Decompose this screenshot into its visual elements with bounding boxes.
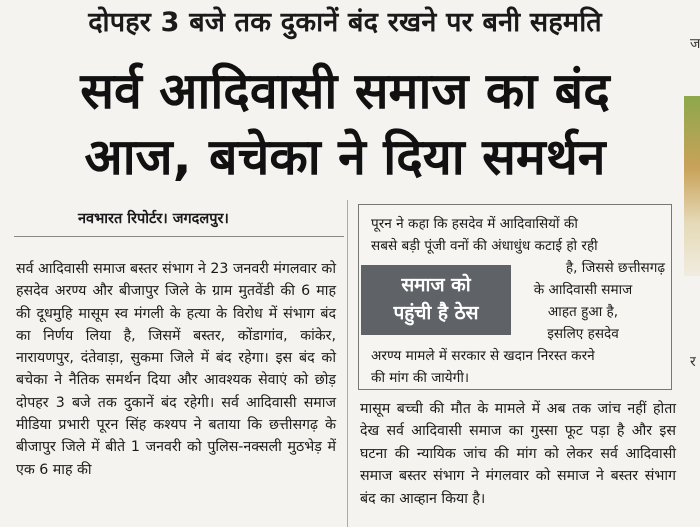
headline	[0, 58, 690, 190]
callout-badge	[361, 265, 511, 335]
quote-box	[358, 204, 672, 390]
box-line: अरण्य मामले में सरकार से खदान निरस्त करने	[371, 348, 595, 364]
body-right: मासूम बच्ची की मौत के मामले में अब तक जांच नहीं होता देख सर्व आदिवासी समाज का गुस्सा फूट पड़ा है और इस घटना की न्यायिक जांच की मांग को लेकर सर्व आदिवासी समाज बस्तर संभाग ने मंगलवार को समाज ने बस्तर संभाग बंद का आव्हान किया है।	[360, 401, 676, 507]
box-line: इसलिए हसदेव	[547, 326, 619, 342]
box-line: की मांग की जायेगी।	[371, 370, 470, 386]
box-line: पूरन ने कहा कि हसदेव में आदिवासियों की	[371, 216, 578, 232]
column-divider	[347, 200, 348, 527]
box-line: के आदिवासी समाज	[533, 282, 633, 298]
adjacent-column-char: र	[690, 354, 696, 370]
body-left: सर्व आदिवासी समाज बस्तर संभाग ने 23 जनवरी मंगलवार को हसदेव अरण्य और बीजापुर जिले के ग्राम मुतवेंडी की 6 माह की दूधमुहि मासूम स्व मंगली के हत्या के विरोध में संभाग बंद का निर्णय लिया है, जिसमें बस्तर, कोंडागांव, कांकेर, नारायणपुर, दंतेवाड़ा, सुकमा जिले में बंद रहेगा। इस बंद को बचेका ने नैतिक समर्थन दिया और आवश्यक सेवाएं को छोड़ दोपहर 3 बजे तक दुकानें बंद रहेगी। सर्व आदिवासी समाज मीडिया प्रभारी पूरन सिंह कश्यप ने बताया कि छत्तीसगढ़ के बीजापुर जिले में बीते 1 जनवरी को पुलिस-नक्सली मुठभेड़ में एक 6 माह की	[16, 261, 336, 478]
adjacent-photo-edge	[684, 96, 700, 276]
box-line: है, जिससे छत्तीसगढ़	[565, 260, 665, 276]
headline-line-2: आज, बचेका ने दिया समर्थन	[84, 128, 606, 186]
byline: नवभारत रिपोर्टर। जगदलपुर।	[78, 211, 229, 227]
kicker: दोपहर 3 बजे तक दुकानें बंद रखने पर बनी सहमति	[88, 7, 602, 38]
box-line: आहत हुआ है,	[547, 304, 619, 320]
callout-line-1: समाज को	[401, 274, 471, 296]
callout-line-2: पहुंची है ठेस	[393, 302, 479, 324]
adjacent-column-char: ज	[690, 36, 700, 52]
box-line: सबसे बड़ी पूंजी वनों की अंधाधुंध कटाई हो रही	[371, 238, 598, 254]
byline-rule	[14, 236, 344, 237]
headline-line-1: सर्व आदिवासी समाज का बंद	[80, 62, 610, 120]
